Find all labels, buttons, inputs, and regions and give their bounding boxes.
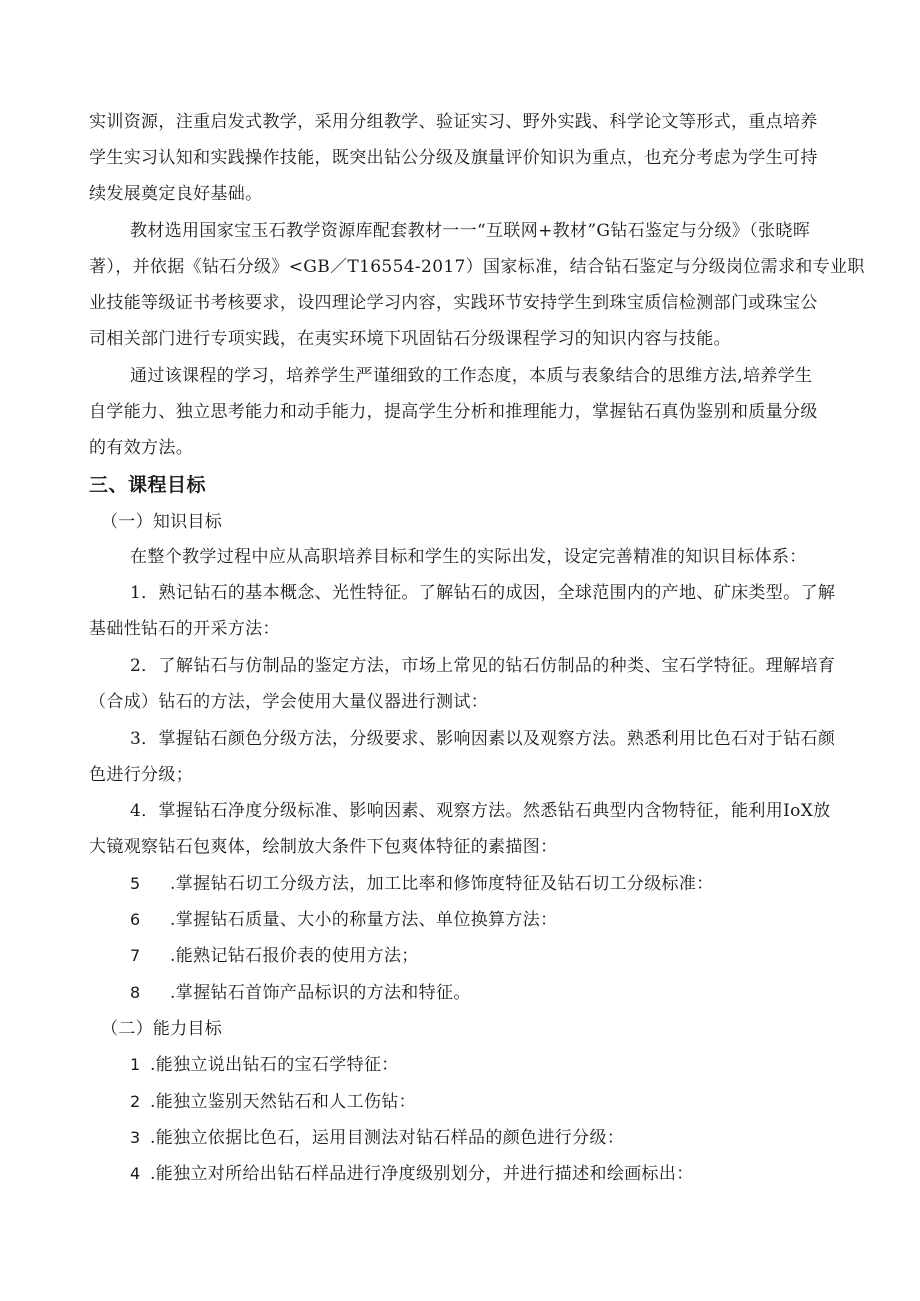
knowledge-item-1-line-1: 1．熟记钻石的基本概念、光性特征。了解钻石的成因，全球范围内的产地、矿床类型。了解 xyxy=(130,583,836,603)
knowledge-item-8-text: .掌握钻石首饰产品标识的方法和特征。 xyxy=(170,983,471,1003)
ability-item-4-number: 4 xyxy=(130,1164,141,1183)
knowledge-item-5-text: .掌握钻石切工分级方法，加工比率和修饰度特征及钻石切工分级标准： xyxy=(170,874,714,894)
paragraph-2-line-2: 著），并依据《钻石分级》<GB／T16554-2017）国家标准，结合钻石鉴定与分级岗位需求和专业职 xyxy=(89,257,865,277)
knowledge-item-3-line-1: 3．掌握钻石颜色分级方法，分级要求、影响因素以及观察方法。熟悉利用比色石对于钻石颜 xyxy=(130,729,836,749)
ability-item-2-number: 2 xyxy=(130,1092,141,1111)
knowledge-item-6-text: .掌握钻石质量、大小的称量方法、单位换算方法： xyxy=(170,910,558,930)
paragraph-1-line-1: 实训资源，注重启发式教学，采用分组教学、验证实习、野外实践、科学论文等形式，重点培养 xyxy=(89,112,818,132)
knowledge-item-7-text: .能熟记钻石报价表的使用方法； xyxy=(170,946,419,966)
knowledge-item-1-line-2: 基础性钻石的开采方法： xyxy=(89,619,280,639)
ability-item-4-text: .能独立对所给出钻石样品进行净度级别划分，并进行描述和绘画标出： xyxy=(150,1164,694,1184)
ability-item-2-text: .能独立鉴别天然钻石和人工伤钻： xyxy=(150,1092,417,1112)
paragraph-2-line-3: 业技能等级证书考核要求，设四理论学习内容，实践环节安持学生到珠宝质信检测部门或珠宝公 xyxy=(89,293,818,313)
knowledge-item-2-line-1: 2．了解钻石与仿制品的鉴定方法，市场上常见的钻石仿制品的种类、宝石学特征。理解培育 xyxy=(130,656,836,676)
paragraph-2-line-1: 教材选用国家宝玉石教学资源库配套教材一一“互联网+教材”G钻石鉴定与分级》（张晓晖 xyxy=(130,221,811,241)
knowledge-item-3-line-2: 色进行分级； xyxy=(89,765,194,785)
paragraph-3-line-1: 通过该课程的学习，培养学生严谨细致的工作态度，本质与表象结合的思维方法,培养学生 xyxy=(130,366,813,386)
paragraph-1-line-3: 续发展奠定良好基础。 xyxy=(89,184,263,204)
paragraph-2-line-4: 司相关部门进行专项实践，在夷实环境下巩固钻石分级课程学习的知识内容与技能。 xyxy=(89,329,731,349)
knowledge-intro: 在整个教学过程中应从高职培养目标和学生的实际出发，设定完善精准的知识目标体系： xyxy=(130,547,807,567)
knowledge-item-7-number: 7 xyxy=(130,946,141,965)
section-heading: 三、课程目标 xyxy=(89,474,207,496)
knowledge-item-5-number: 5 xyxy=(130,874,141,893)
paragraph-3-line-2: 自学能力、独立思考能力和动手能力，提高学生分析和推理能力，掌握钻石真伪鉴别和质量分级 xyxy=(89,402,818,422)
knowledge-item-8-number: 8 xyxy=(130,983,141,1002)
knowledge-item-6-number: 6 xyxy=(130,910,141,929)
knowledge-item-4-line-1: 4．掌握钻石净度分级标准、影响因素、观察方法。然悉钻石典型内含物特征，能利用IoX放 xyxy=(130,801,831,821)
knowledge-heading: （一）知识目标 xyxy=(101,512,223,532)
ability-item-3-text: .能独立依据比色石，运用目测法对钻石样品的颜色进行分级： xyxy=(150,1128,625,1148)
ability-heading: （二）能力目标 xyxy=(101,1019,223,1039)
ability-item-1-number: 1 xyxy=(130,1055,141,1074)
knowledge-item-4-line-2: 大镜观察钻石包爽体，绘制放大条件下包爽体特征的素描图： xyxy=(89,837,558,857)
paragraph-3-line-3: 的有效方法。 xyxy=(89,438,194,458)
knowledge-item-2-line-2: （合成）钻石的方法，学会使用大量仪器进行测试： xyxy=(89,692,489,712)
paragraph-1-line-2: 学生实习认知和实践操作技能，既突出钻公分级及旗量评价知识为重点，也充分考虑为学生可持 xyxy=(89,148,818,168)
ability-item-3-number: 3 xyxy=(130,1128,141,1147)
ability-item-1-text: .能独立说出钻石的宝石学特征： xyxy=(150,1055,399,1075)
